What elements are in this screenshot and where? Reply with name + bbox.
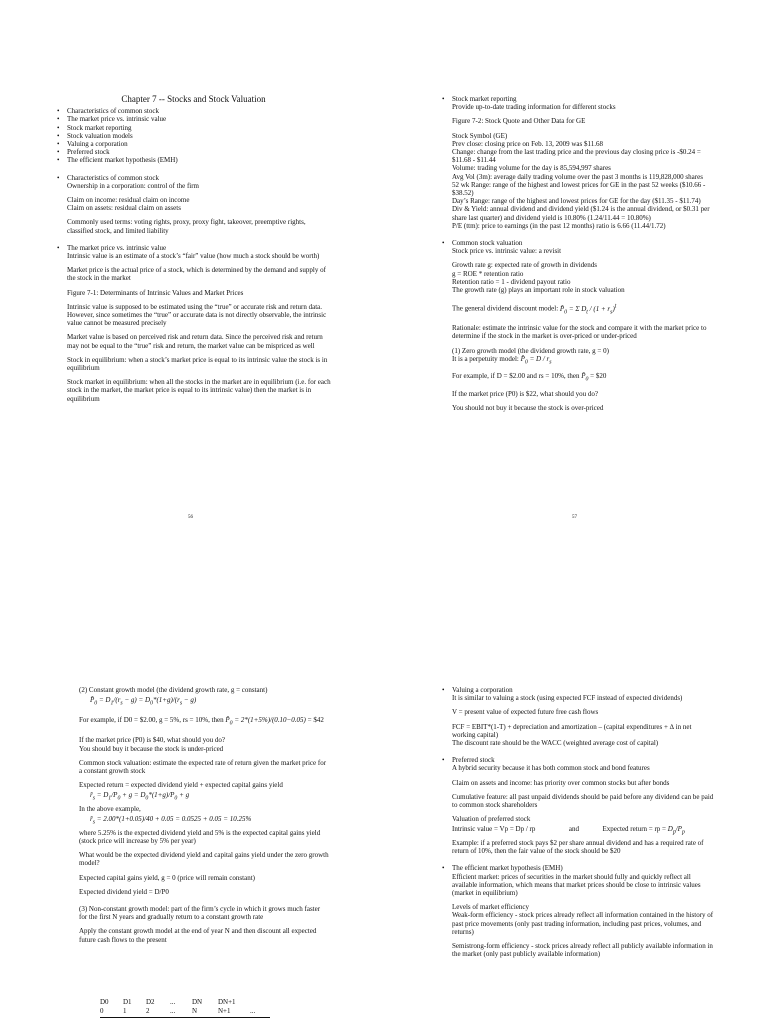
text: g = ROE * retention ratio [452, 269, 524, 278]
text: Intrinsic value is supposed to be estimated using the “true” or accurate risk and return data. However, since sometimes the “true” or accurate data is not directly observable, the intrinsic value cannot be measured precisely [67, 302, 327, 328]
text: where 5.25% is the expected dividend yield and 5% is the expected capital gains yield (stock price will increase by 5% per year) [79, 828, 321, 845]
text: Efficient market: prices of securities in the market should fully and quickly reflect all available information, which means that market prices should be close to intrinsic values (market in equilibrium) [452, 872, 701, 898]
text: Claim on assets and income: has priority over common stocks but after bonds [452, 778, 670, 787]
text: Expected capital gains yield, g = 0 (price will remain constant) [79, 873, 255, 882]
text: Stock price vs. intrinsic value: a revisit [452, 247, 562, 256]
timeline-label: N+1 [218, 1007, 231, 1015]
timeline-label: D0 [100, 998, 109, 1006]
timeline-label: DN+1 [218, 998, 236, 1006]
text: What would be the expected dividend yield and capital gains yield under the zero growth model? [79, 851, 329, 868]
text: Avg Vol (3m): average daily trading volume over the past 3 months is 119,828,000 shares [452, 172, 703, 181]
timeline-axis [100, 1017, 270, 1018]
timeline-label: DN [192, 998, 203, 1006]
text: Expected return = expected dividend yield + expected capital gains yield [79, 781, 283, 790]
text: and [568, 825, 580, 834]
outline-item: • Preferred stock [56, 148, 331, 156]
text: P/E (ttm): price to earnings (in the past 12 months) ratio is 6.66 (11.44/1.72) [452, 221, 666, 230]
text: Commonly used terms: voting rights, proxy, proxy fight, takeover, preemptive rights, classified stock, and limited liability [67, 218, 306, 235]
outline-item: • Stock market reporting [56, 124, 331, 132]
outline-item: • The market price vs. intrinsic value [56, 115, 331, 123]
constant-growth-formula: $P̂_0 = D_1/(r_s - g) = D_0*(1+g)/(r_s - g)$ [90, 696, 197, 707]
timeline-label: 2 [146, 1007, 150, 1015]
text: If the market price (P0) is $22, what should you do? [452, 389, 598, 398]
text: Market value is based on perceived risk and return data. Since the perceived risk and return may not be equal to the “true” risk and return, the market value can be mispriced as well [67, 333, 323, 350]
section-heading: • Characteristics of common stock [56, 174, 331, 182]
text: Claim on assets: residual claim on assets [67, 204, 181, 213]
timeline-label: N [192, 1007, 198, 1015]
text: Apply the constant growth model at the end of year N and then discount all expected future cash flows to the present [79, 927, 317, 944]
text: Weak-form efficiency - stock prices already reflect all information contained in the history of past price movements (only past trading information, including past prices, volumes, and returns) [452, 911, 714, 936]
figure-caption: Figure 7-1: Determinants of Intrinsic Values and Market Prices [67, 288, 244, 297]
text: 52 wk Range: range of the highest and lowest prices for GE in the past 52 weeks ($10.66 - $38.52) [452, 180, 706, 198]
text: Retention ratio = 1 - dividend payout ratio [452, 277, 571, 286]
ddm-formula: The general dividend discount model: $P̂_0 = \Sigma$ $D_t / (1 + r_s)^t$ [452, 303, 617, 315]
example-line: For example, if D = $2.00 and rs = 10%, then $P̂_0$ = $20 [452, 372, 607, 383]
text: Volume: trading volume for the day is 85,594,997 shares [452, 164, 611, 173]
text: Prev close: closing price on Feb. 13, 2009 was $11.68 [452, 139, 603, 148]
section-heading: • The market price vs. intrinsic value [56, 244, 331, 252]
text: For example, if D0 = $2.00, g = 5%, rs = 10%, then [79, 715, 224, 724]
text: In the above example, [79, 805, 141, 813]
text: It is a perpetuity model: [452, 354, 519, 363]
text: Div & Yield: annual dividend and dividend yield ($1.24 is the annual dividend, or $0.31 per share last quarter) and dividend yield is 10.80% (1.24/11.44 = 10.80%) [452, 205, 710, 222]
text: A hybrid security because it has both common stock and bond features [452, 764, 650, 773]
text: Rationale: estimate the intrinsic value for the stock and compare it with the market price to determine if the stock in the market is over-priced or under-priced [452, 324, 707, 341]
text: Common stock valuation: estimate the expected rate of return given the market price for a constant growth stock [79, 758, 327, 775]
text: Provide up-to-date trading information for different stocks [452, 103, 616, 112]
outline-item: • Valuing a corporation [56, 140, 331, 148]
timeline-label: 0 [100, 1007, 104, 1015]
text: The growth rate (g) plays an important role in stock valuation [452, 286, 625, 295]
text: = $20 [590, 372, 607, 381]
outline-item: • Characteristics of common stock [56, 107, 331, 115]
section-heading: • Stock market reporting [441, 95, 716, 103]
text: Stock in equilibrium: when a stock’s market price is equal to its intrinsic value the stock is in equilibrium [67, 355, 328, 373]
page-56 [56, 95, 331, 403]
text: (3) Non-constant growth model: part of the firm’s cycle in which it grows much faster for the first N years and gradually return to a constant growth rate [79, 905, 321, 922]
text: Ownership in a corporation: control of the firm [67, 181, 199, 190]
text: For example, if D = $2.00 and rs = 10%, then [452, 372, 580, 381]
text: Expected dividend yield = D/P0 [79, 887, 169, 896]
section-heading: • Valuing a corporation [441, 686, 716, 694]
text: Claim on income: residual claim on income [67, 196, 190, 205]
timeline-label: D2 [146, 998, 155, 1006]
text: Intrinsic value = Vp = Dp / rp [452, 825, 536, 834]
text: Valuation of preferred stock [452, 815, 531, 824]
text: (2) Constant growth model (the dividend growth rate, g = constant) [79, 686, 268, 694]
text: Levels of market efficiency [452, 903, 530, 912]
section-heading: • The efficient market hypothesis (EMH) [441, 864, 716, 872]
example-return-formula: $r̂_s = 2.00*(1+0.05)/40 + 0.05 = 0.0525 + 0.05 = 10.25\%$ [90, 815, 252, 826]
timeline-label: 1 [123, 1007, 127, 1015]
page-57 [441, 95, 716, 412]
text: Example: if a preferred stock pays $2 per share annual dividend and has a required rate of return of 10%, then the fair value of the stock should be $20 [452, 839, 704, 856]
text: You should not buy it because the stock is over-priced [452, 404, 604, 413]
timeline-label: ... [250, 1007, 256, 1015]
figure-caption: Figure 7-2: Stock Quote and Other Data for GE [452, 117, 586, 126]
outline-list [56, 107, 331, 164]
text: Semistrong-form efficiency - stock prices already reflect all publicly available information in the market (only past publicly available information) [452, 942, 713, 959]
text: It is similar to valuing a stock (using expected FCF instead of expected dividends) [452, 694, 683, 703]
text: Day’s Range: range of the highest and lowest prices for GE for the day ($11.35 - $11.74) [452, 197, 701, 206]
preferred-formula: Intrinsic value = Vp = Dp / rp and Expected return = rp = $D_p/P_p$ [452, 825, 685, 836]
page-number: 57 [572, 515, 577, 520]
text: Change: change from the last trading price and the previous day closing price is -$0.24 = $11.68 - $11.44 [452, 148, 701, 165]
timeline-label: ... [170, 998, 176, 1006]
section-heading: • Common stock valuation [441, 239, 716, 247]
text: Growth rate g: expected rate of growth in dividends [452, 261, 598, 270]
cash-flow-timeline [100, 998, 280, 1016]
timeline-periods [100, 1007, 280, 1016]
example-line: For example, if D0 = $2.00, g = 5%, rs = 10%, then $P̂_0 = 2*(1+5\%)/(0.10-0.05)$ = $42 [79, 715, 324, 727]
text: Intrinsic value is an estimate of a stock’s “fair” value (how much a stock should be worth) [67, 252, 320, 261]
text: Expected return = rp = [602, 825, 666, 834]
text: The discount rate should be the WACC (weighted average cost of capital) [452, 739, 659, 748]
expected-return-formula: $r̂_s = D_1/P_0 + g = D_0*(1+g)/P_0 + g$ [90, 791, 190, 802]
text: (1) Zero growth model (the dividend growth rate, g = 0) [452, 346, 609, 355]
page-59 [441, 686, 716, 958]
text: Cumulative feature: all past unpaid dividends should be paid before any dividend can be paid to common stock shareholders [452, 792, 714, 810]
text: Stock market in equilibrium: when all the stocks in the market are in equilibrium (i.e. for each stock in the market, the market price is equal to its intrinsic value) then the market is in equilibrium [67, 378, 331, 403]
section-heading: • Preferred stock [441, 756, 716, 764]
text: = $42 [307, 715, 324, 724]
outline-item: • Stock valuation models [56, 132, 331, 140]
text: V = present value of expected future free cash flows [452, 708, 599, 717]
text: Stock Symbol (GE) [452, 131, 508, 140]
timeline-label: D1 [123, 998, 132, 1006]
text: FCF = EBIT*(1-T) + depreciation and amortization – (capital expenditures + ∆ in net working capital) [452, 722, 692, 739]
chapter-title: Chapter 7 -- Stocks and Stock Valuation [121, 94, 266, 104]
timeline-label: ... [170, 1007, 176, 1015]
perpetuity-formula: It is a perpetuity model: $P̂_0 = D / r_s$ [452, 354, 552, 366]
text: Market price is the actual price of a stock, which is determined by the demand and supply of the stock in the market [67, 266, 326, 283]
page-number: 56 [188, 515, 193, 520]
text: If the market price (P0) is $40, what should you do? [79, 736, 225, 745]
page-58 [79, 686, 329, 944]
text: The general dividend discount model: [452, 304, 559, 313]
timeline-dividends [100, 998, 280, 1007]
text: You should buy it because the stock is under-priced [79, 744, 224, 753]
outline-item: • The efficient market hypothesis (EMH) [56, 156, 331, 164]
